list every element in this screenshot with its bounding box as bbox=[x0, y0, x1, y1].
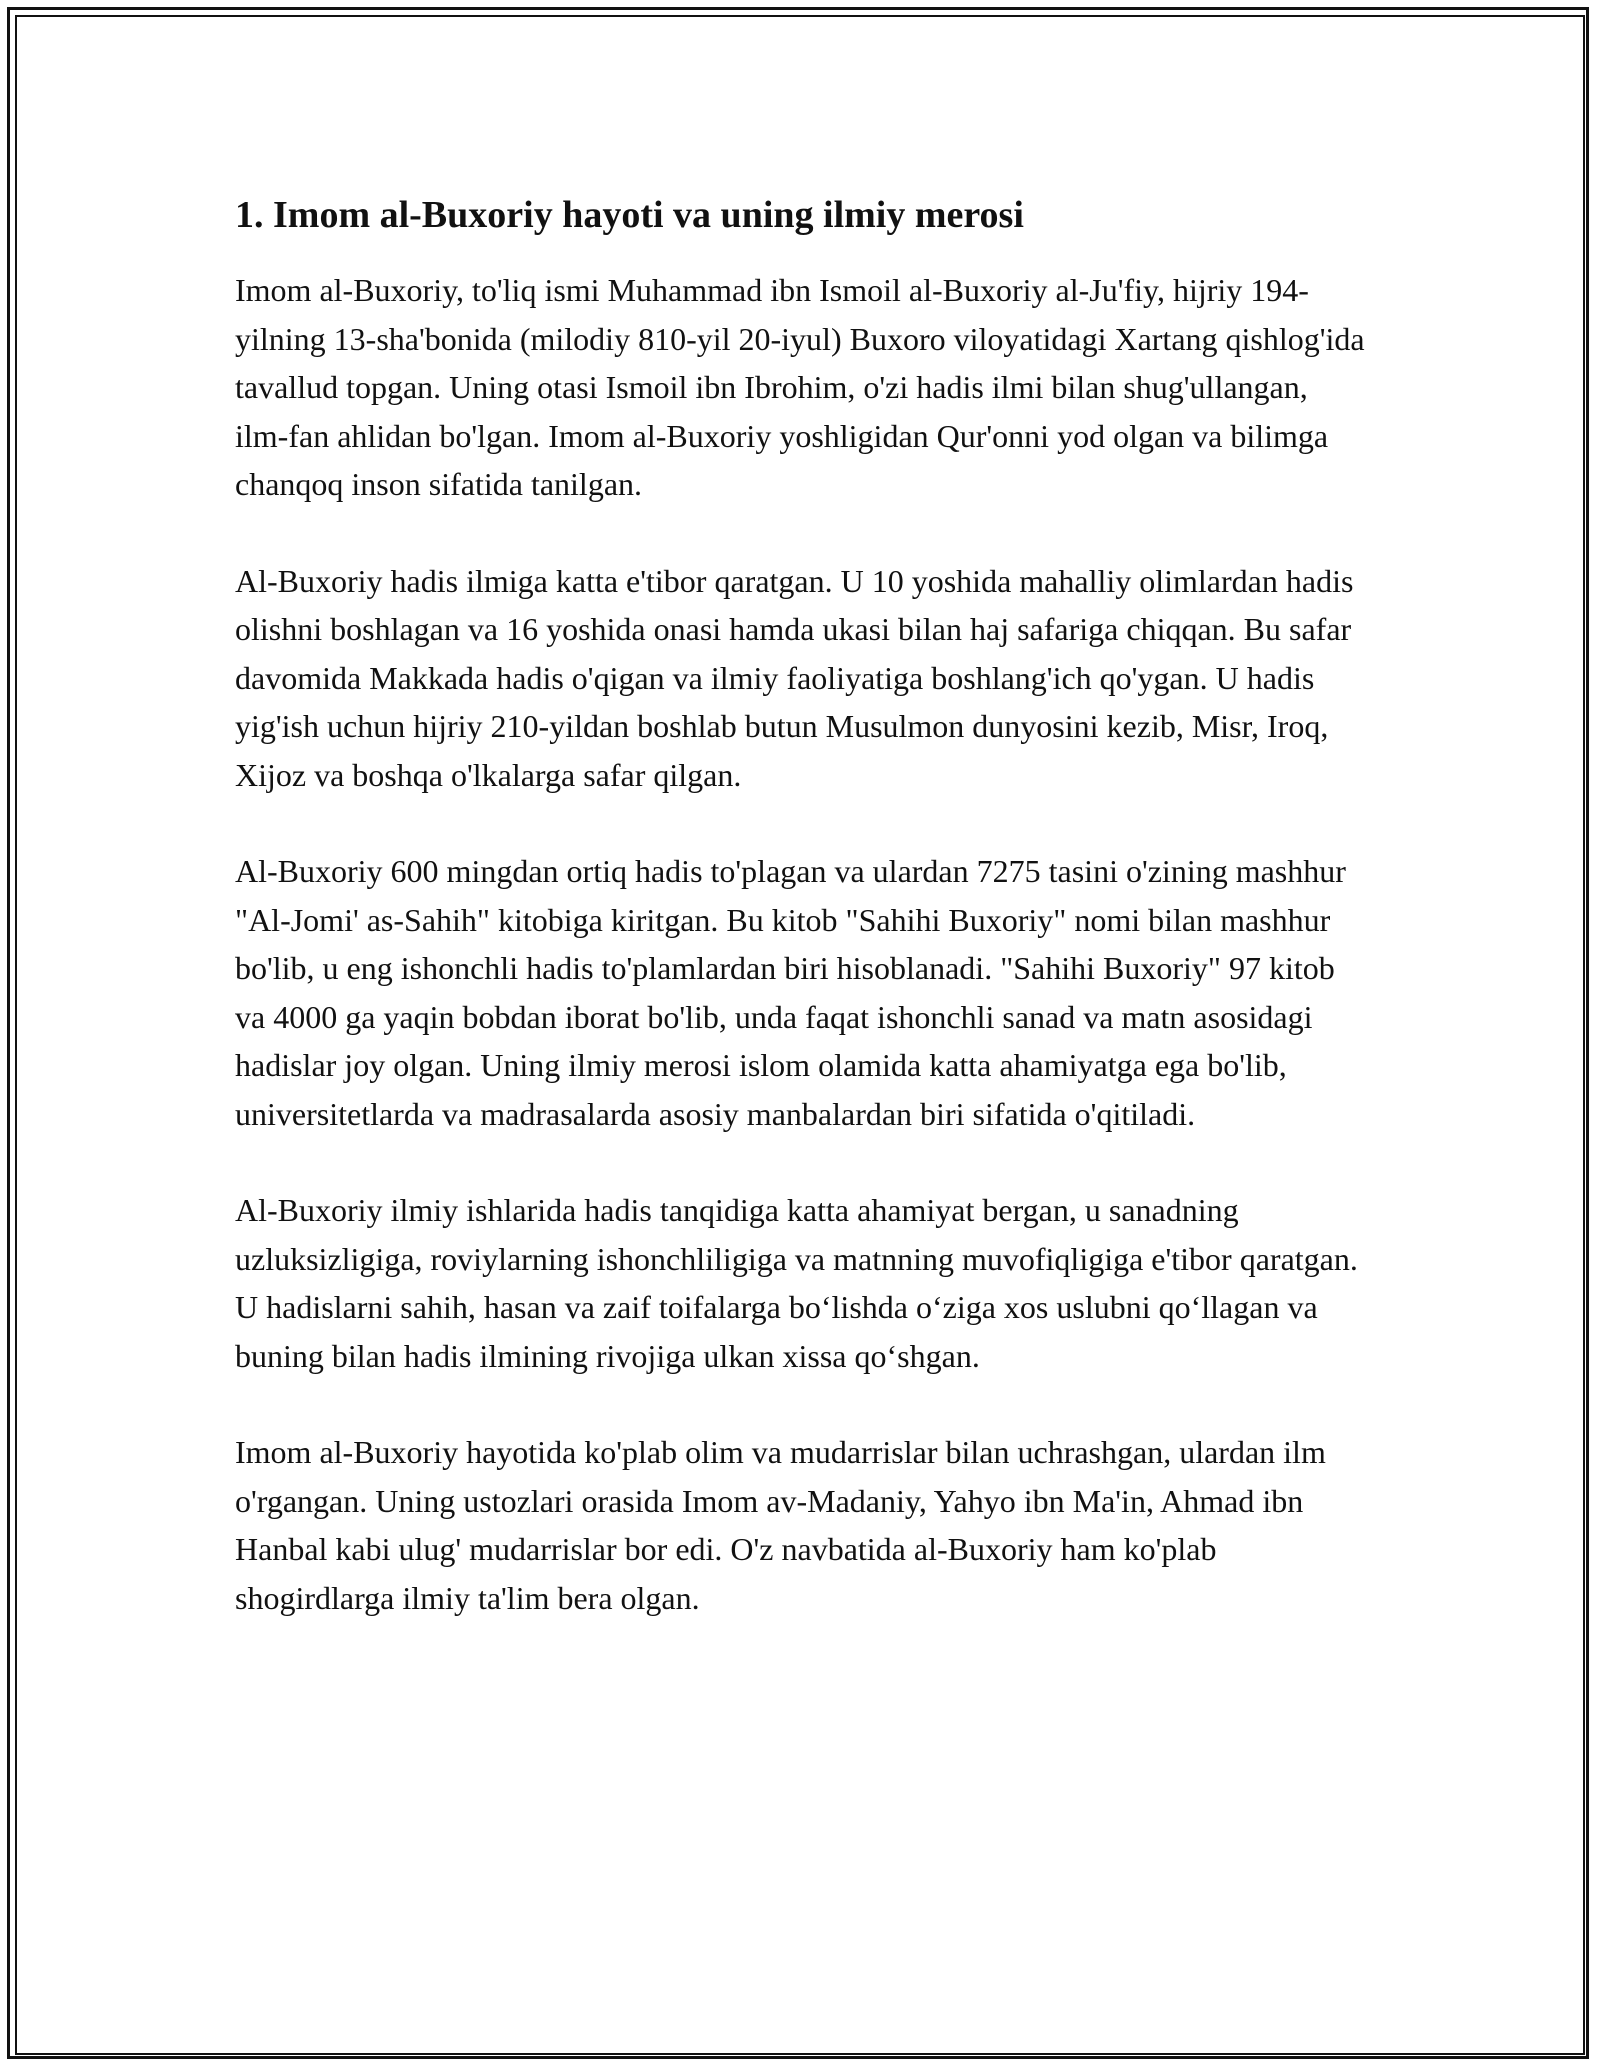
section-heading: 1. Imom al-Buxoriy hayoti va uning ilmiy merosi bbox=[235, 194, 1024, 236]
paragraph-hadith-criticism: Al-Buxoriy ilmiy ishlarida hadis tanqidiga katta ahamiyat bergan, u sanadning uzluksizligiga, roviylarning ishonchliligiga va matnning muvofiqligiga e'tibor qaratgan. U hadislarni sahih, hasan va zaif toifalarga bo‘lishda o‘ziga xos uslubni qo‘llagan va buning bilan hadis ilmining rivojiga ulkan xissa qo‘shgan. bbox=[235, 1192, 1358, 1374]
paragraph-teachers: Imom al-Buxoriy hayotida ko'plab olim va mudarrislar bilan uchrashgan, ulardan ilm o'rgangan. Uning ustozlari orasida Imom av-Madaniy, Yahyo ibn Ma'in, Ahmad ibn Hanbal kabi ulug' mudarrislar bor edi. O'z navbatida al-Buxoriy ham ko'plab shogirdlarga ilmiy ta'lim bera olgan. bbox=[235, 1434, 1326, 1616]
paragraph-travels: Al-Buxoriy hadis ilmiga katta e'tibor qaratgan. U 10 yoshida mahalliy olimlardan hadis olishni boshlagan va 16 yoshida onasi hamda ukasi bilan haj safariga chiqqan. Bu safar davomida Makkada hadis o'qigan va ilmiy faoliyatiga boshlang'ich qo'ygan. U hadis yig'ish uchun hijriy 210-yildan boshlab butun Musulmon dunyosini kezib, Misr, Iroq, Xijoz va boshqa o'lkalarga safar qilgan. bbox=[235, 562, 1354, 793]
paragraph-sahih: Al-Buxoriy 600 mingdan ortiq hadis to'plagan va ulardan 7275 tasini o'zining mashhur "Al-Jomi' as-Sahih" kitobiga kiritgan. Bu kitob "Sahihi Buxoriy" nomi bilan mashhur bo'lib, u eng ishonchli hadis to'plamlardan biri hisoblanadi. "Sahihi Buxoriy" 97 kitob va 4000 ga yaqin bobdan iborat bo'lib, unda faqat ishonchli sanad va matn asosidagi hadislar joy olgan. Uning ilmiy merosi islom olamida katta ahamiyatga ega bo'lib, universitetlarda va madrasalarda asosiy manbalardan biri sifatida o'qitiladi. bbox=[235, 853, 1346, 1132]
document-body bbox=[235, 188, 1365, 1670]
paragraph-biography: Imom al-Buxoriy, to'liq ismi Muhammad ibn Ismoil al-Buxoriy al-Ju'fiy, hijriy 194-yilning 13-sha'bonida (milodiy 810-yil 20-iyul) Buxoro viloyatidagi Xartang qishlog'ida tavallud topgan. Uning otasi Ismoil ibn Ibrohim, o'zi hadis ilmi bilan shug'ullangan, ilm-fan ahlidan bo'lgan. Imom al-Buxoriy yoshligidan Qur'onni yod olgan va bilimga chanqoq inson sifatida tanilgan. bbox=[235, 272, 1365, 502]
